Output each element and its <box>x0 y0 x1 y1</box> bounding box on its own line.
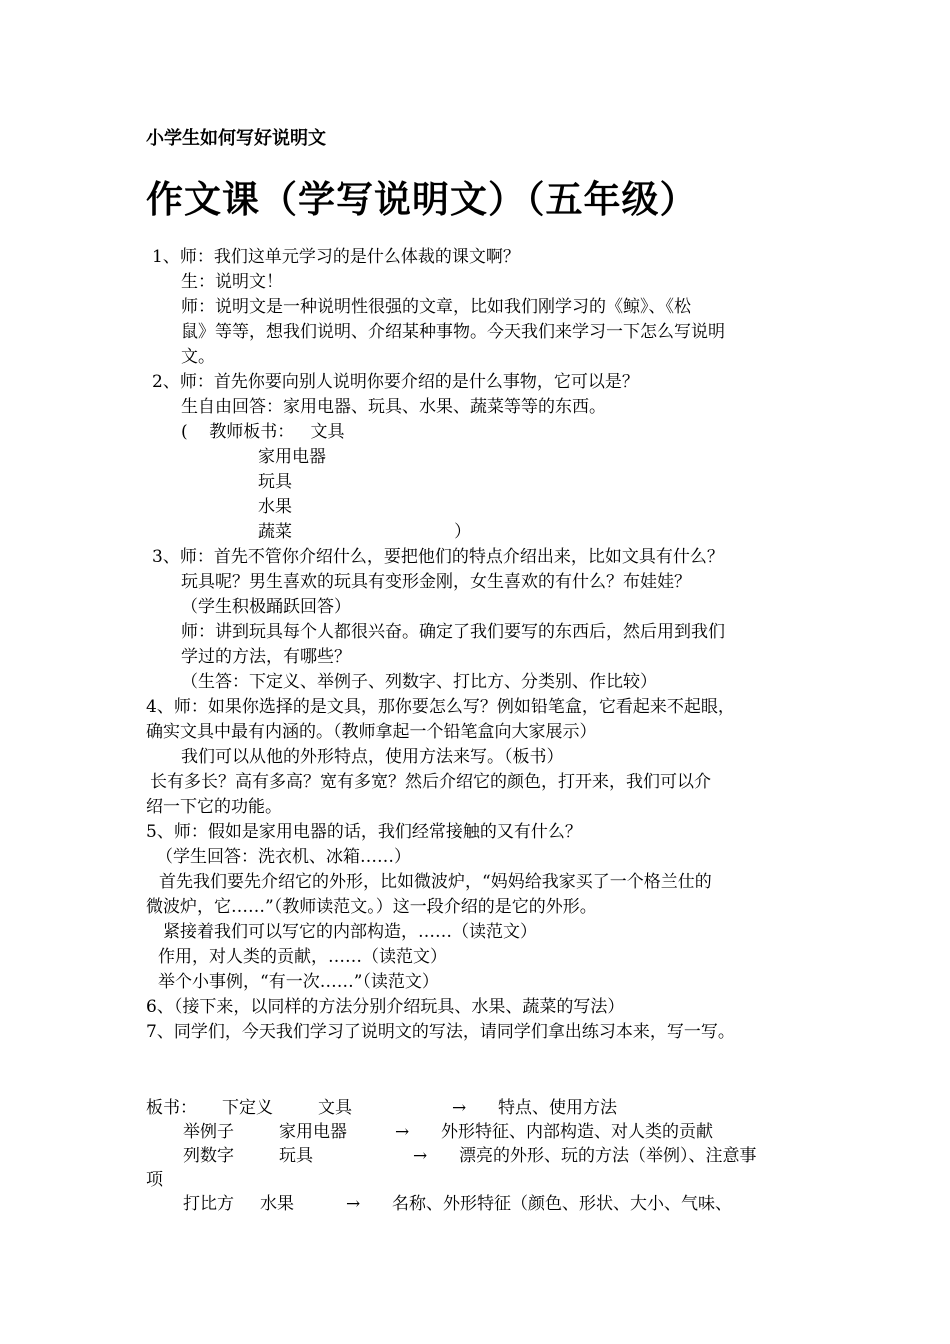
arrow-right-icon: → <box>395 1122 410 1142</box>
body-line: 师：说明文是一种说明性很强的文章，比如我们刚学习的《鲸》、《松 <box>181 297 691 317</box>
body-line: 4、师：如果你选择的是文具，那你要怎么写？例如铅笔盒，它看起来不起眼， <box>146 697 735 717</box>
arrow-right-icon: → <box>452 1098 467 1118</box>
board-desc: 项 <box>146 1170 163 1190</box>
board-method: 下定义 <box>222 1098 273 1118</box>
board-method: 打比方 <box>183 1194 234 1214</box>
board-desc: 特点、使用方法 <box>498 1098 617 1118</box>
board-desc: 名称、外形特征（颜色、形状、大小、气味、 <box>392 1194 732 1214</box>
body-line: 生：说明文！ <box>181 272 283 292</box>
arrow-right-icon: → <box>413 1146 428 1166</box>
document-title: 作文课（学写说明文）（五年级） <box>146 177 698 221</box>
body-line: 确实文具中最有内涵的。（教师拿起一个铅笔盒向大家展示） <box>146 722 597 742</box>
body-line: （学生积极踊跃回答） <box>181 597 351 617</box>
body-line: 学过的方法，有哪些？ <box>181 647 351 667</box>
body-line: 2、师：首先你要向别人说明你要介绍的是什么事物，它可以是？ <box>152 372 639 392</box>
body-line: （学生回答：洗衣机、冰箱……） <box>156 847 411 867</box>
body-line: 生自由回答：家用电器、玩具、水果、蔬菜等等的东西。 <box>181 397 606 417</box>
board-item: 文具 <box>318 1098 352 1118</box>
body-line: 蔬菜 ） <box>258 522 472 542</box>
arrow-right-icon: → <box>346 1194 361 1214</box>
board-item: 玩具 <box>279 1146 313 1166</box>
body-line: 紧接着我们可以写它的内部构造，……（读范文） <box>163 922 537 942</box>
body-line: 7、同学们，今天我们学习了说明文的写法，请同学们拿出练习本来，写一写。 <box>146 1022 735 1042</box>
body-line: 文。 <box>181 347 215 367</box>
body-line: 3、师：首先不管你介绍什么，要把他们的特点介绍出来，比如文具有什么？ <box>152 547 724 567</box>
body-line: 首先我们要先介绍它的外形，比如微波炉，“妈妈给我家买了一个格兰仕的 <box>159 872 712 892</box>
body-line: 家用电器 <box>258 447 326 467</box>
body-line: 举个小事例，“有一次……”（读范文） <box>158 972 439 992</box>
body-line: 绍一下它的功能。 <box>146 797 282 817</box>
body-line: 6、（接下来，以同样的方法分别介绍玩具、水果、蔬菜的写法） <box>146 997 625 1017</box>
board-item: 家用电器 <box>279 1122 347 1142</box>
body-line: 水果 <box>258 497 292 517</box>
body-line: 玩具呢？男生喜欢的玩具有变形金刚，女生喜欢的有什么？布娃娃？ <box>181 572 691 592</box>
board-desc: 外形特征、内部构造、对人类的贡献 <box>441 1122 713 1142</box>
body-line: ( 教师板书： 文具 <box>181 422 345 442</box>
body-line: 作用，对人类的贡献，……（读范文） <box>158 947 447 967</box>
body-line: 长有多长？高有多高？宽有多宽？然后介绍它的颜色，打开来，我们可以介 <box>150 772 711 792</box>
board-method: 列数字 <box>183 1146 234 1166</box>
board-desc: 漂亮的外形、玩的方法（举例）、注意事 <box>459 1146 757 1166</box>
document-subtitle: 小学生如何写好说明文 <box>146 128 326 149</box>
body-line: 1、师：我们这单元学习的是什么体裁的课文啊？ <box>152 247 520 267</box>
board-item: 水果 <box>260 1194 294 1214</box>
body-line: （生答：下定义、举例子、列数字、打比方、分类别、作比较） <box>181 672 657 692</box>
body-line: 我们可以从他的外形特点，使用方法来写。（板书） <box>181 747 564 767</box>
body-line: 师：讲到玩具每个人都很兴奋。确定了我们要写的东西后，然后用到我们 <box>181 622 725 642</box>
board-method: 举例子 <box>183 1122 234 1142</box>
body-line: 玩具 <box>258 472 292 492</box>
board-label: 板书： <box>146 1098 197 1118</box>
body-line: 鼠》等等，想我们说明、介绍某种事物。今天我们来学习一下怎么写说明 <box>181 322 725 342</box>
body-line: 微波炉，它……”（教师读范文。）这一段介绍的是它的外形。 <box>146 897 597 917</box>
body-line: 5、师：假如是家用电器的话，我们经常接触的又有什么？ <box>146 822 582 842</box>
